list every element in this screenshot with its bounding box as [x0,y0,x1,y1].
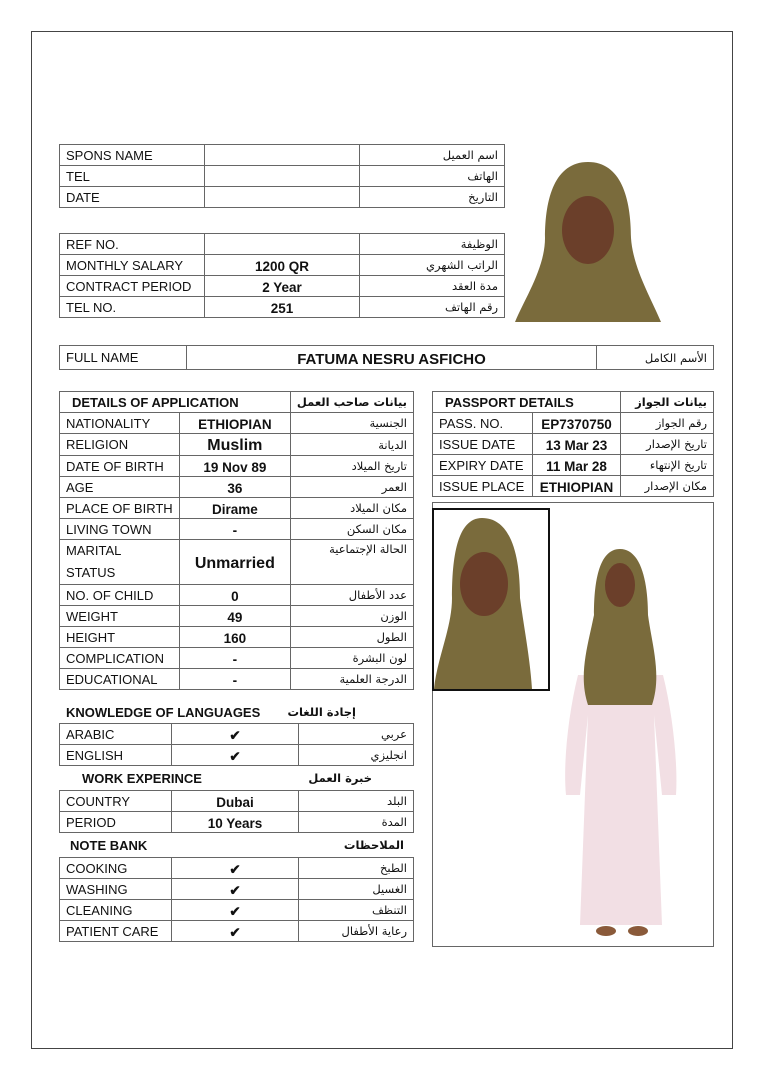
row-value: 11 Mar 28 [533,455,621,476]
row-label-ar: الدرجة العلمية [290,669,413,690]
table-row [60,187,505,208]
full-name-label: FULL NAME [60,346,187,370]
row-label: EXPIRY DATE [433,455,533,476]
row-value: 36 [179,477,290,498]
row-label-ar: الطبخ [299,858,414,879]
row-label: ENGLISH [60,745,172,766]
row-label-ar: الجنسية [290,413,413,434]
table-row [60,255,505,276]
row-label-ar: الديانة [290,434,413,456]
section-title: DETAILS OF APPLICATION [60,392,291,413]
section-title: PASSPORT DETAILS [433,392,621,413]
row-label-ar: الراتب الشهري [360,255,505,276]
notes-title: NOTE BANK [70,838,148,853]
work-experience-table [59,790,414,833]
row-value: 251 [205,297,360,318]
row-label-ar: مكان الإصدار [621,476,714,497]
row-label-ar: انجليزي [299,745,414,766]
portrait-photo [432,508,550,691]
table-row [60,297,505,318]
row-label-ar: مكان السكن [290,519,413,540]
row-label: RELIGION [60,434,180,456]
table-row [60,519,414,540]
row-label: COMPLICATION [60,648,180,669]
table-row [60,791,414,812]
row-value: 1200 QR [205,255,360,276]
row-label-ar: الوزن [290,606,413,627]
row-value: Dubai [172,791,299,812]
row-value: 10 Years [172,812,299,833]
section-title-ar: بيانات الجواز [621,392,714,413]
row-value: 49 [179,606,290,627]
row-value: ETHIOPIAN [533,476,621,497]
table-row [60,606,414,627]
row-value: EP7370750 [533,413,621,434]
row-label: PASS. NO. [433,413,533,434]
row-label-ar: الغسيل [299,879,414,900]
row-value: - [179,519,290,540]
row-value: - [179,648,290,669]
headshot-photo [515,158,661,322]
row-label: NATIONALITY [60,413,180,434]
row-label-ar: الوظيفة [360,234,505,255]
row-label: WASHING [60,879,172,900]
row-label: HEIGHT [60,627,180,648]
table-row [433,434,714,455]
table-row [60,724,414,745]
row-label-ar: الطول [290,627,413,648]
full-body-photo [558,545,683,937]
row-value: Dirame [179,498,290,519]
table-row [60,413,414,434]
contract-table [59,233,505,318]
row-label-ar: المدة [299,812,414,833]
row-label: TEL [60,166,205,187]
row-value: ✔ [172,745,299,766]
table-header [60,392,414,413]
row-label-ar: الهاتف [360,166,505,187]
row-value: ETHIOPIAN [179,413,290,434]
table-row [60,648,414,669]
row-value: 2 Year [205,276,360,297]
languages-table [59,723,414,766]
row-label-ar: عربي [299,724,414,745]
full-name-label-ar: الأسم الكامل [597,346,714,370]
row-label-ar: تاريخ الإنتهاء [621,455,714,476]
row-label: COUNTRY [60,791,172,812]
row-label: WEIGHT [60,606,180,627]
row-label: NO. OF CHILD [60,585,180,606]
row-label-ar: رقم الجواز [621,413,714,434]
row-value [205,145,360,166]
row-label: CONTRACT PERIOD [60,276,205,297]
skills-table [59,857,414,942]
table-row [60,812,414,833]
row-label-ar: اسم العميل [360,145,505,166]
table-row [60,879,414,900]
table-row [60,921,414,942]
section-title-ar: بيانات صاحب العمل [290,392,413,413]
row-label: ARABIC [60,724,172,745]
row-label: MARITAL STATUS [60,540,180,585]
row-label: DATE [60,187,205,208]
row-label-ar: لون البشرة [290,648,413,669]
row-label-ar: التاريخ [360,187,505,208]
table-row [60,745,414,766]
row-label: ISSUE PLACE [433,476,533,497]
languages-title-ar: إجادة اللغات [287,705,356,719]
row-value [205,166,360,187]
row-value: 0 [179,585,290,606]
row-label: ISSUE DATE [433,434,533,455]
table-row [60,858,414,879]
table-row [60,627,414,648]
table-row [60,498,414,519]
table-row [60,145,505,166]
row-value: ✔ [172,900,299,921]
table-row [60,456,414,477]
table-row [60,276,505,297]
table-row [433,476,714,497]
row-value: - [179,669,290,690]
row-value: ✔ [172,724,299,745]
table-row [60,540,414,585]
full-name-value: FATUMA NESRU ASFICHO [187,346,597,370]
row-label: PATIENT CARE [60,921,172,942]
row-label-ar: تاريخ الإصدار [621,434,714,455]
work-title: WORK EXPERINCE [82,771,202,786]
table-row [60,166,505,187]
row-label: PLACE OF BIRTH [60,498,180,519]
row-label: REF NO. [60,234,205,255]
sponsor-table [59,144,505,208]
row-label: COOKING [60,858,172,879]
row-value [205,187,360,208]
table-row [60,669,414,690]
row-label-ar: العمر [290,477,413,498]
row-label: DATE OF BIRTH [60,456,180,477]
row-label-ar: تاريخ الميلاد [290,456,413,477]
table-header [433,392,714,413]
passport-table [432,391,714,497]
row-label: TEL NO. [60,297,205,318]
full-name-table [59,345,714,370]
notes-title-ar: الملاحظات [343,838,404,852]
row-label-ar: مكان الميلاد [290,498,413,519]
table-row [433,413,714,434]
row-value: 19 Nov 89 [179,456,290,477]
application-details-table [59,391,414,690]
row-value: Unmarried [179,540,290,585]
table-row [60,585,414,606]
photos-panel [432,502,714,947]
row-label-ar: التنظف [299,900,414,921]
row-label: PERIOD [60,812,172,833]
row-value [205,234,360,255]
row-label-ar: عدد الأطفال [290,585,413,606]
row-label: CLEANING [60,900,172,921]
work-heading [82,771,414,786]
work-title-ar: خبرة العمل [308,771,372,785]
row-value: 13 Mar 23 [533,434,621,455]
table-row [60,234,505,255]
row-label-ar: البلد [299,791,414,812]
row-label: EDUCATIONAL [60,669,180,690]
table-row [60,477,414,498]
row-value: ✔ [172,858,299,879]
languages-title: KNOWLEDGE OF LANGUAGES [66,705,261,720]
row-label-ar: رقم الهاتف [360,297,505,318]
row-value: 160 [179,627,290,648]
row-label: MONTHLY SALARY [60,255,205,276]
row-label: LIVING TOWN [60,519,180,540]
notes-heading [70,838,414,853]
row-label-ar: رعاية الأطفال [299,921,414,942]
row-value: Muslim [179,434,290,456]
row-value: ✔ [172,879,299,900]
table-row [433,455,714,476]
row-value: ✔ [172,921,299,942]
row-label-ar: الحالة الإجتماعية [290,540,413,585]
languages-heading [66,705,414,720]
row-label: SPONS NAME [60,145,205,166]
table-row [60,434,414,456]
row-label: AGE [60,477,180,498]
row-label-ar: مدة العقد [360,276,505,297]
table-row [60,900,414,921]
